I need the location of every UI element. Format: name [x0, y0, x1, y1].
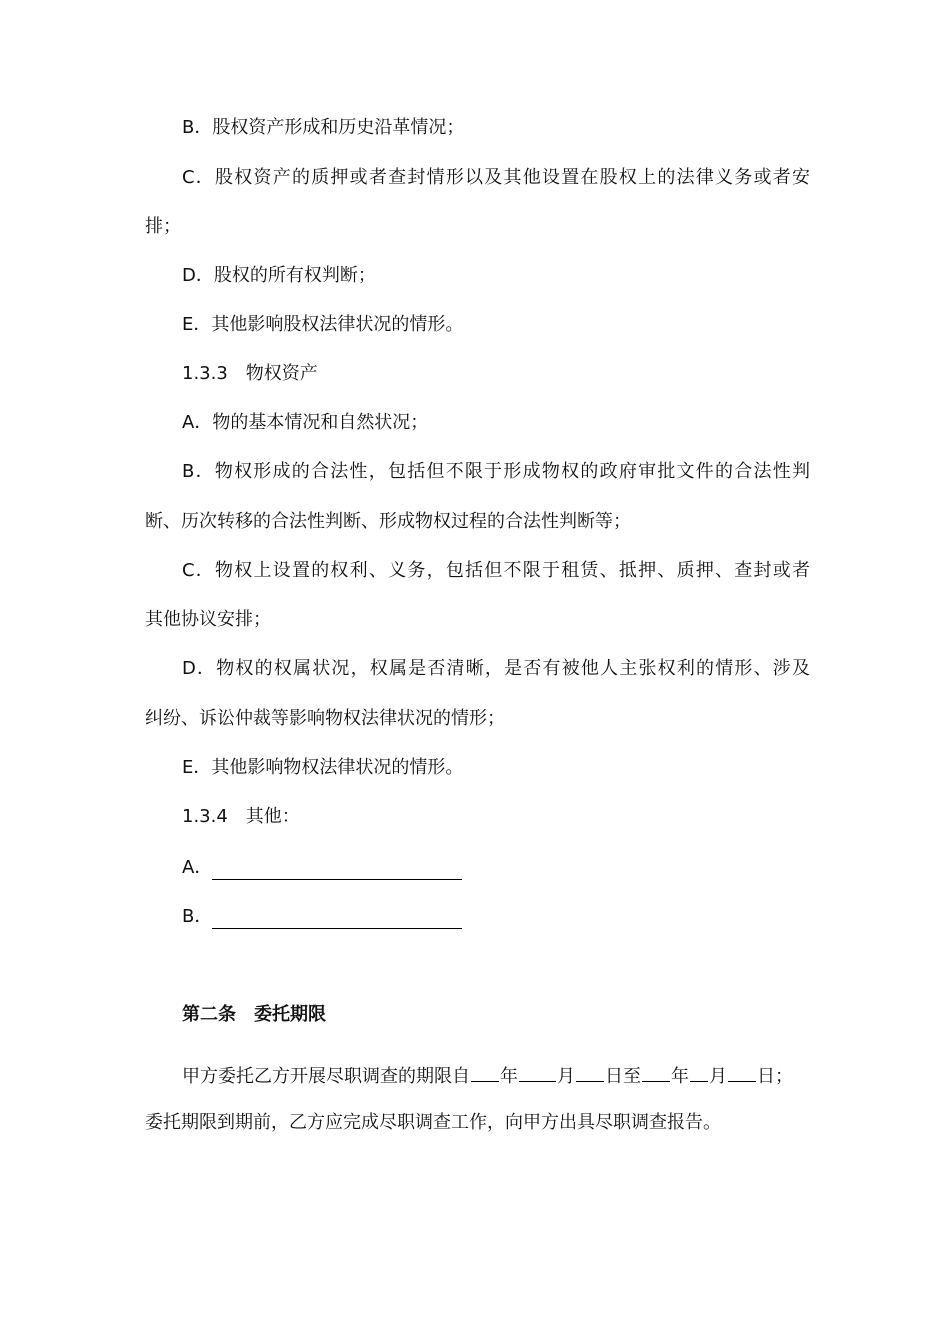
property-item-c-line2: 其他协议安排；: [145, 609, 271, 630]
term-text-start: 甲方委托乙方开展尽职调查的期限自: [182, 1066, 470, 1087]
end-month-blank[interactable]: [690, 1061, 708, 1082]
property-item-b-line2: 断、历次转移的合法性判断、形成物权过程的合法性判断等；: [145, 511, 631, 532]
end-day-label: 日；: [757, 1066, 793, 1087]
article-2-paragraph-line2: 委托期限到期前，乙方应完成尽职调查工作，向甲方出具尽职调查报告。: [145, 1112, 721, 1133]
equity-item-e: E．其他影响股权法律状况的情形。: [182, 314, 464, 335]
property-item-e: E．其他影响物权法律状况的情形。: [182, 757, 464, 778]
other-item-b-label: B．: [182, 906, 213, 927]
property-item-b-line1: B．物权形成的合法性，包括但不限于形成物权的政府审批文件的合法性判: [182, 461, 810, 482]
start-year-label: 年: [500, 1066, 518, 1087]
start-year-blank[interactable]: [471, 1061, 499, 1082]
equity-item-b: B．股权资产形成和历史沿革情况；: [182, 117, 465, 138]
start-day-blank[interactable]: [576, 1061, 604, 1082]
equity-item-c-line2: 排；: [145, 216, 181, 237]
start-month-label: 月: [557, 1066, 575, 1087]
start-day-label: 日至: [605, 1066, 641, 1087]
other-item-b-blank[interactable]: [212, 904, 462, 929]
section-1-3-3-title: 1.3.3 物权资产: [182, 363, 318, 384]
property-item-d-line2: 纠纷、诉讼仲裁等影响物权法律状况的情形；: [145, 708, 505, 729]
end-year-label: 年: [671, 1066, 689, 1087]
section-1-3-4-title: 1.3.4 其他：: [182, 806, 300, 827]
end-year-blank[interactable]: [642, 1061, 670, 1082]
property-item-c-line1: C．物权上设置的权利、义务，包括但不限于租赁、抵押、质押、查封或者: [182, 560, 810, 581]
other-item-a-label: A．: [182, 857, 213, 878]
article-2-paragraph-line1: [145, 1061, 810, 1089]
other-item-b: [145, 904, 810, 929]
equity-item-c-line1: C．股权资产的质押或者查封情形以及其他设置在股权上的法律义务或者安: [182, 167, 810, 188]
end-day-blank[interactable]: [728, 1061, 756, 1082]
property-item-d-line1: D．物权的权属状况，权属是否清晰，是否有被他人主张权利的情形、涉及: [182, 658, 810, 679]
article-2-heading: 第二条 委托期限: [182, 1004, 326, 1025]
equity-item-d: D．股权的所有权判断；: [182, 265, 376, 286]
end-month-label: 月: [709, 1066, 727, 1087]
other-item-a: [145, 855, 810, 880]
start-month-blank[interactable]: [519, 1061, 556, 1082]
other-item-a-blank[interactable]: [212, 855, 462, 880]
property-item-a: A．物的基本情况和自然状况；: [182, 412, 429, 433]
